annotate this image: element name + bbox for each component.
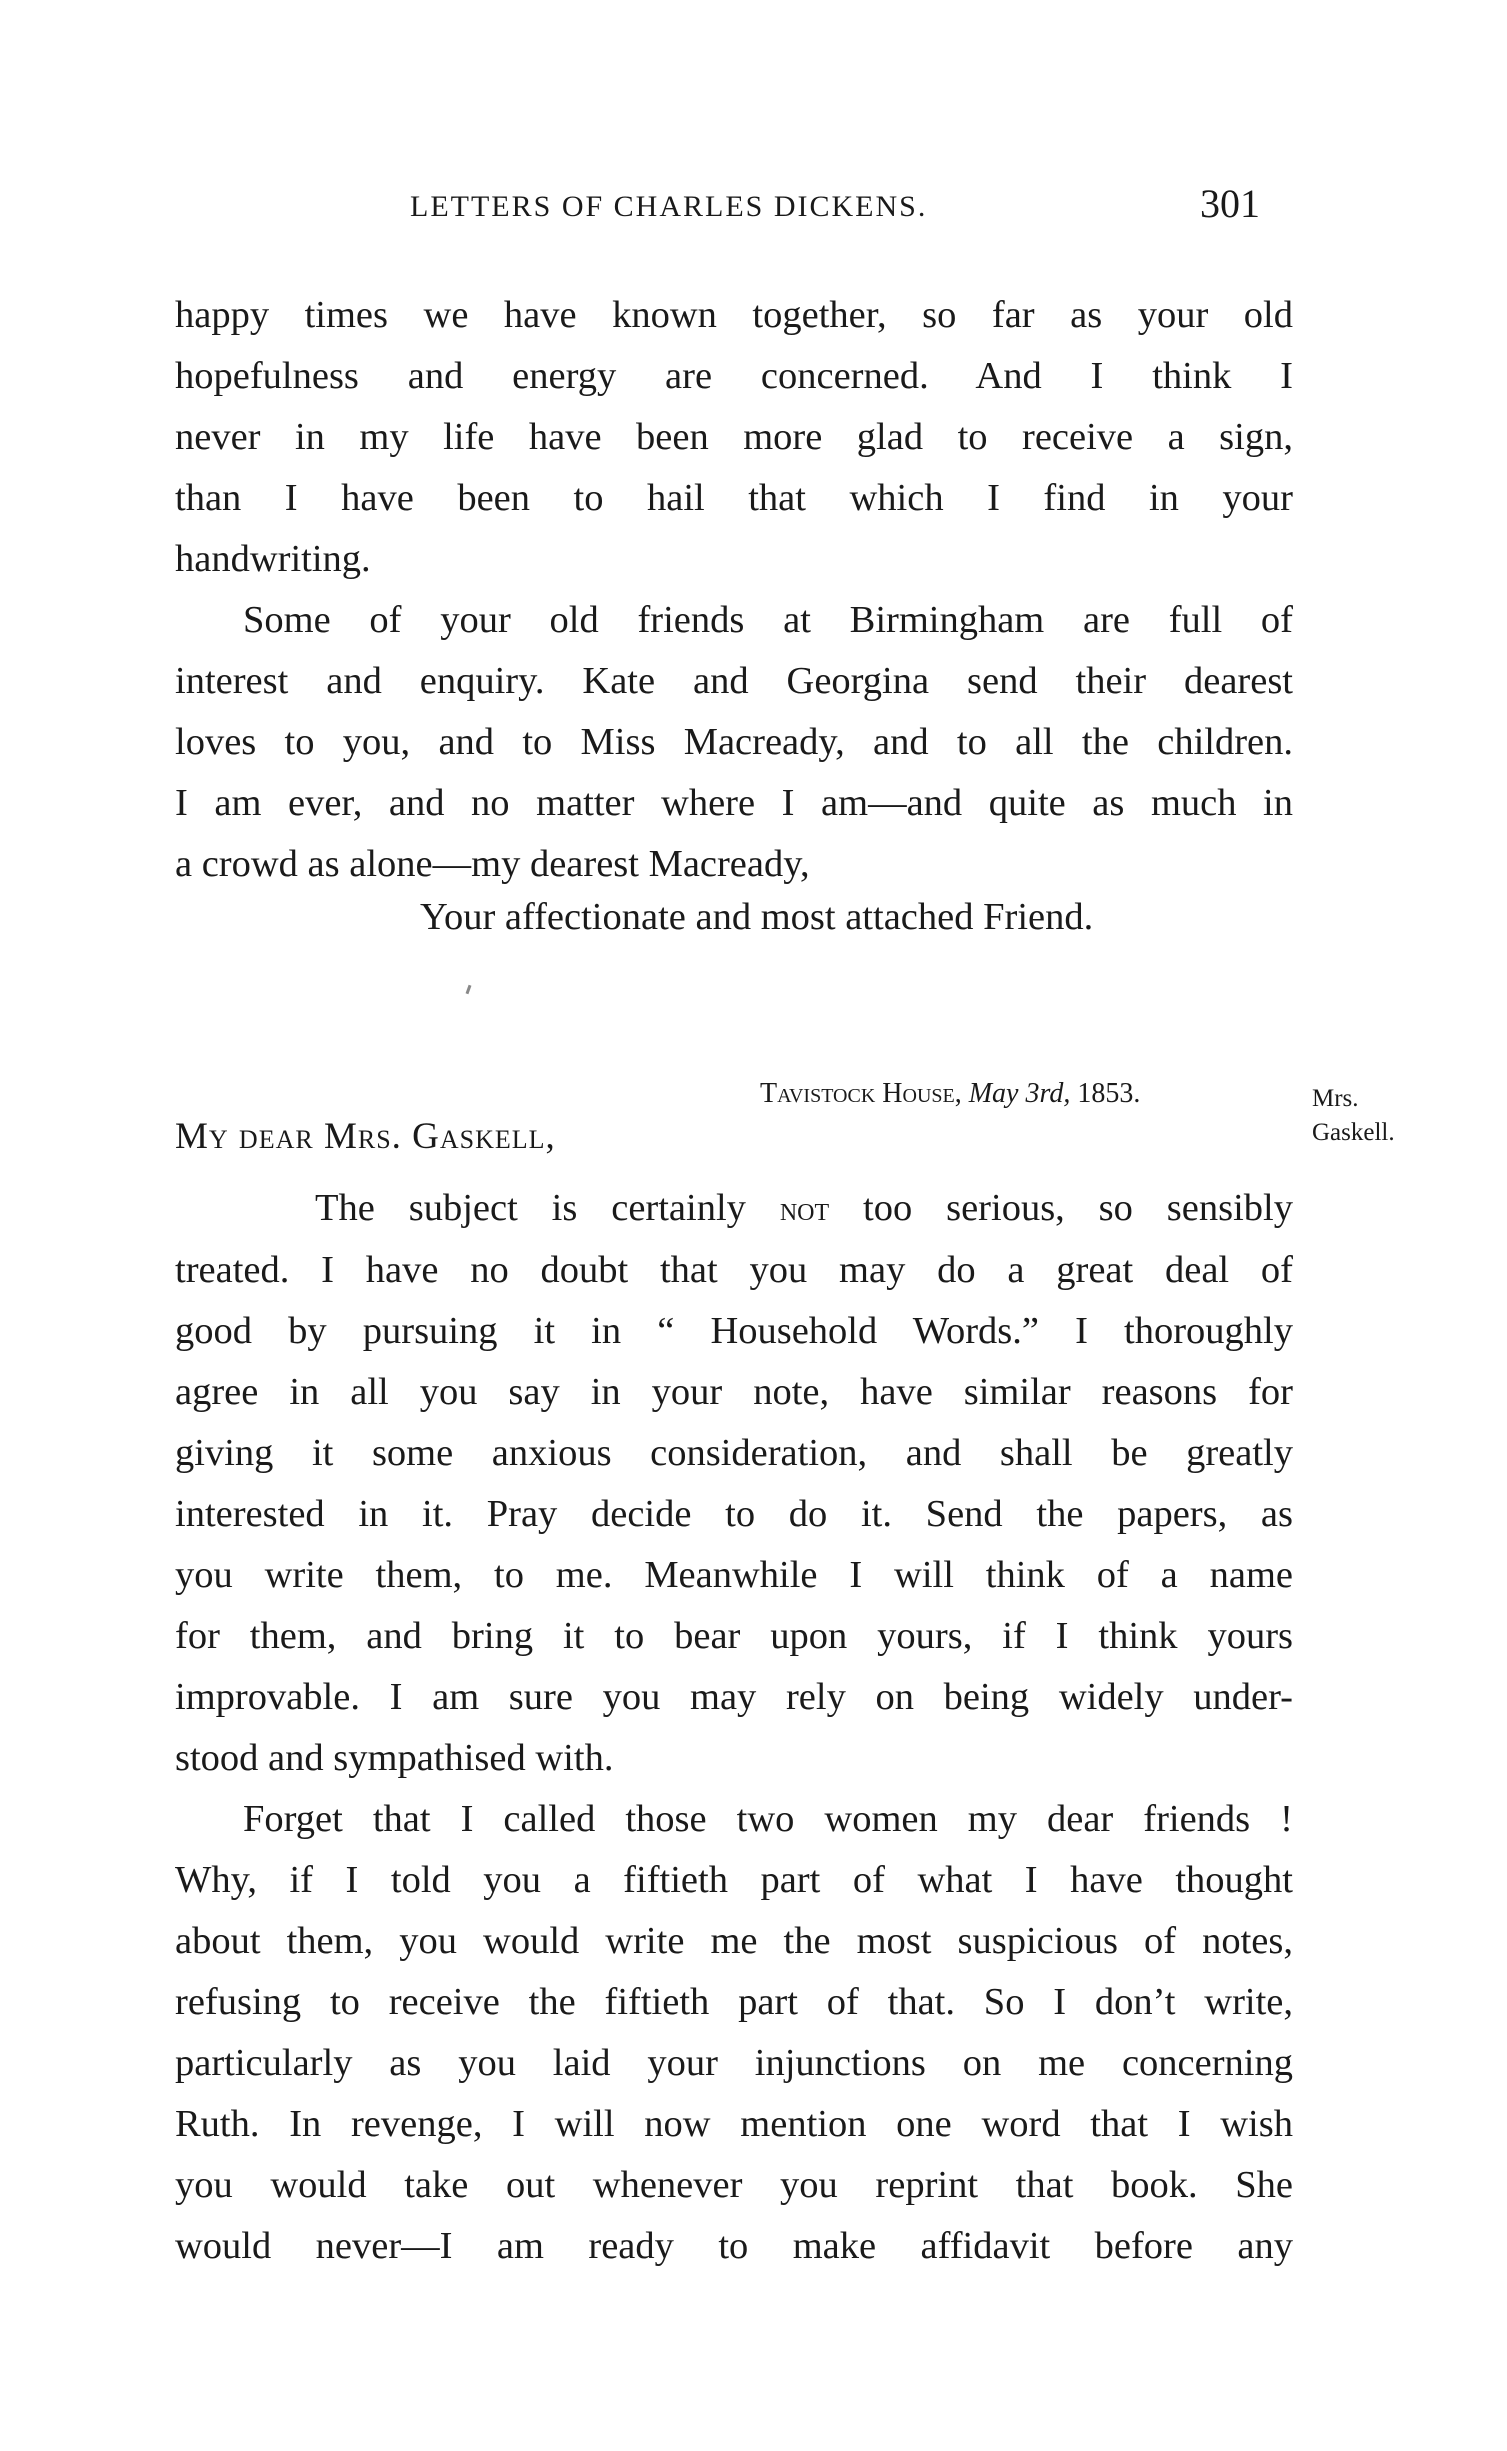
text-line: happy times we have known together, so far as your old: [175, 294, 1293, 336]
letter-2-salutation: My dear Mrs. Gaskell,: [175, 1116, 556, 1157]
letter-1-closing: Your affectionate and most attached Friend.: [420, 896, 1094, 938]
text-line: refusing to receive the fiftieth part of that. So I don’t write,: [175, 1981, 1293, 2023]
text-line: giving it some anxious consideration, and shall be greatly: [175, 1432, 1293, 1474]
text-line: treated. I have no doubt that you may do a great deal of: [175, 1249, 1293, 1291]
margin-note-line: Gaskell.: [1312, 1119, 1395, 1146]
text-line: than I have been to hail that which I find in your: [175, 477, 1293, 519]
margin-note: [1312, 1082, 1395, 1150]
text-line: improvable. I am sure you may rely on being widely under-: [175, 1676, 1293, 1718]
text-line: Forget that I called those two women my dear friends !: [243, 1798, 1293, 1840]
page-number: 301: [1200, 181, 1260, 226]
text-line: [175, 1178, 1293, 1240]
text-line: handwriting.: [175, 538, 371, 580]
dateline-place: Tavistock House,: [760, 1078, 962, 1109]
text-line: good by pursuing it in “ Household Words.” I thoroughly: [175, 1310, 1293, 1352]
text-line: would never—I am ready to make affidavit before any: [175, 2225, 1293, 2267]
text-line: interest and enquiry. Kate and Georgina send their dearest: [175, 660, 1293, 702]
text-line: for them, and bring it to bear upon yours, if I think yours: [175, 1615, 1293, 1657]
text-line: you would take out whenever you reprint that book. She: [175, 2164, 1293, 2206]
text-line: agree in all you say in your note, have similar reasons for: [175, 1371, 1293, 1413]
letter-2-dateline: [760, 1078, 1140, 1110]
text-line: Ruth. In revenge, I will now mention one word that I wish: [175, 2103, 1293, 2145]
letter-2-body: [175, 1178, 1293, 2277]
text-line: stood and sympathised with.: [175, 1737, 614, 1779]
emphasis-word: not: [779, 1191, 830, 1228]
text-line: a crowd as alone—my dearest Macready,: [175, 843, 810, 885]
text-line: about them, you would write me the most suspicious of notes,: [175, 1920, 1293, 1962]
text-line: interested in it. Pray decide to do it. Send the papers, as: [175, 1493, 1293, 1535]
text-fragment: The subject is certainly: [315, 1187, 780, 1229]
text-line: loves to you, and to Miss Macready, and to all the children.: [175, 721, 1293, 763]
stray-ink-mark: [466, 985, 472, 994]
text-line: Why, if I told you a fiftieth part of what I have thought: [175, 1859, 1293, 1901]
text-line: hopefulness and energy are concerned. And I think I: [175, 355, 1293, 397]
text-line: you write them, to me. Meanwhile I will think of a name: [175, 1554, 1293, 1596]
letter-1-body: [175, 285, 1293, 895]
text-line: never in my life have been more glad to receive a sign,: [175, 416, 1293, 458]
text-line: particularly as you laid your injunctions on me concerning: [175, 2042, 1293, 2084]
dateline-year: 1853.: [1077, 1078, 1141, 1109]
text-fragment: too serious, so sensibly: [829, 1187, 1294, 1229]
text-line: Some of your old friends at Birmingham are full of: [243, 599, 1293, 641]
running-title: LETTERS OF CHARLES DICKENS.: [410, 190, 928, 223]
dateline-date: May 3rd,: [968, 1078, 1071, 1109]
margin-note-line: Mrs.: [1312, 1085, 1359, 1112]
text-line: I am ever, and no matter where I am—and quite as much in: [175, 782, 1293, 824]
